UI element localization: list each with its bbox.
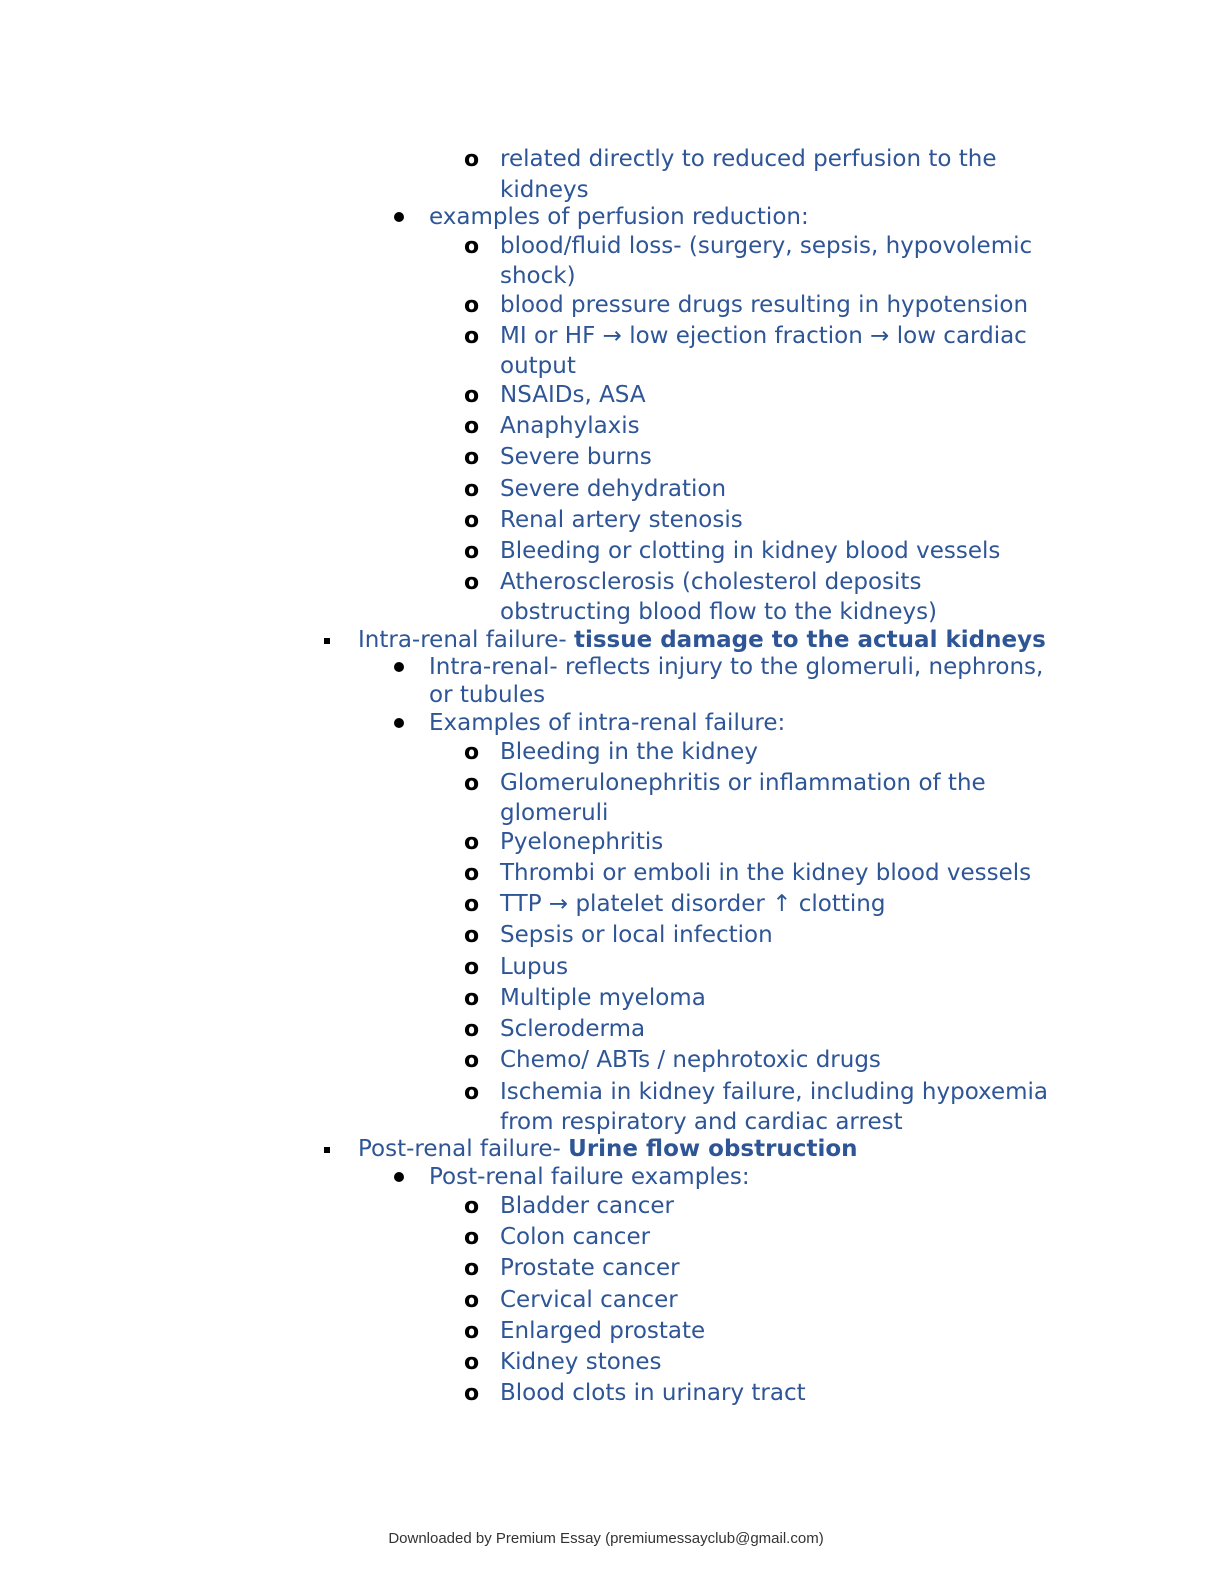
circle-bullet-icon: o [464, 1080, 480, 1105]
list-item [0, 889, 1224, 920]
list-item-text: Chemo/ ABTs / nephrotoxic drugs [500, 1047, 881, 1073]
list-item-continuation: shock) [500, 263, 576, 289]
list-item [0, 1191, 1224, 1222]
list-item-text: Colon cancer [500, 1224, 651, 1250]
circle-bullet-icon: o [464, 147, 480, 172]
list-item-text: Prostate cancer [500, 1255, 680, 1281]
list-item [0, 474, 1224, 505]
list-item [0, 1222, 1224, 1253]
circle-bullet-icon: o [464, 570, 480, 595]
circle-bullet-icon: o [464, 293, 480, 318]
circle-bullet-icon: o [464, 324, 480, 349]
list-item-text: Severe burns [500, 444, 652, 470]
list-item-text: Anaphylaxis [500, 413, 640, 439]
circle-bullet-icon: o [464, 414, 480, 439]
list-item-text: NSAIDs, ASA [500, 382, 646, 408]
circle-bullet-icon: o [464, 740, 480, 765]
list-item-text: Atherosclerosis (cholesterol deposits [500, 569, 922, 595]
list-item [0, 567, 1224, 598]
list-item-text: Bleeding or clotting in kidney blood vessels [500, 538, 1001, 564]
circle-bullet-icon: o [464, 892, 480, 917]
circle-bullet-icon: o [464, 1194, 480, 1219]
square-bullet-icon [324, 1147, 330, 1153]
list-item [0, 827, 1224, 858]
list-item [0, 1014, 1224, 1045]
list-item [0, 1253, 1224, 1284]
list-item [0, 1285, 1224, 1316]
circle-bullet-icon: o [464, 923, 480, 948]
list-item [0, 652, 1224, 683]
circle-bullet-icon: o [464, 986, 480, 1011]
list-item-text: Severe dehydration [500, 476, 727, 502]
list-item [0, 768, 1224, 799]
list-item-text: Thrombi or emboli in the kidney blood vessels [500, 860, 1032, 886]
list-item [0, 858, 1224, 889]
list-item [0, 1316, 1224, 1347]
list-item-continuation: or tubules [429, 682, 546, 708]
circle-bullet-icon: o [464, 1319, 480, 1344]
list-item [0, 290, 1224, 321]
circle-bullet-icon: o [464, 539, 480, 564]
list-item-text: Scleroderma [500, 1016, 646, 1042]
circle-bullet-icon: o [464, 1017, 480, 1042]
list-item [0, 1045, 1224, 1076]
list-item-text: Enlarged prostate [500, 1318, 706, 1344]
section-heading: Post-renal failure- Urine flow obstruction [0, 1134, 1224, 1165]
list-item-text: Lupus [500, 954, 569, 980]
list-item-text: Examples of intra-renal failure: [429, 710, 786, 736]
list-item [0, 380, 1224, 411]
circle-bullet-icon: o [464, 955, 480, 980]
list-item [0, 536, 1224, 567]
list-item-text: Glomerulonephritis or inflammation of the [500, 770, 986, 796]
circle-bullet-icon: o [464, 383, 480, 408]
list-item-text: Pyelonephritis [500, 829, 664, 855]
section-heading: Intra-renal failure- tissue damage to the actual kidneys [0, 625, 1224, 656]
list-item-continuation: from respiratory and cardiac arrest [500, 1109, 903, 1135]
list-item [0, 983, 1224, 1014]
list-item [0, 411, 1224, 442]
download-footer: Downloaded by Premium Essay (premiumessayclub@gmail.com) [388, 1530, 824, 1547]
list-item [0, 1378, 1224, 1409]
circle-bullet-icon: o [464, 1350, 480, 1375]
circle-bullet-icon: o [464, 508, 480, 533]
list-item [0, 202, 1224, 233]
circle-bullet-icon: o [464, 861, 480, 886]
list-item-text: examples of perfusion reduction: [429, 204, 809, 230]
circle-bullet-icon: o [464, 477, 480, 502]
list-item-continuation: obstructing blood flow to the kidneys) [500, 599, 938, 625]
list-item [0, 1077, 1224, 1108]
list-item [0, 1347, 1224, 1378]
list-item [0, 321, 1224, 352]
square-bullet-icon [324, 638, 330, 644]
circle-bullet-icon: o [464, 830, 480, 855]
bullet-dot-icon [394, 662, 404, 672]
circle-bullet-icon: o [464, 1048, 480, 1073]
circle-bullet-icon: o [464, 445, 480, 470]
list-item-text: related directly to reduced perfusion to the [500, 146, 997, 172]
list-item-text: Bleeding in the kidney [500, 739, 758, 765]
list-item-continuation: output [500, 353, 576, 379]
list-item [0, 920, 1224, 951]
circle-bullet-icon: o [464, 234, 480, 259]
list-item-text: Renal artery stenosis [500, 507, 743, 533]
list-item-continuation: glomeruli [500, 800, 609, 826]
list-item-text: TTP → platelet disorder ↑ clotting [500, 891, 886, 917]
list-item-text: Intra-renal- reflects injury to the glomeruli, nephrons, [429, 654, 1044, 680]
circle-bullet-icon: o [464, 771, 480, 796]
list-item-text: Post-renal failure examples: [429, 1164, 750, 1190]
list-item-text: blood pressure drugs resulting in hypotension [500, 292, 1029, 318]
list-item [0, 708, 1224, 739]
bullet-dot-icon [394, 212, 404, 222]
circle-bullet-icon: o [464, 1288, 480, 1313]
list-item-text: Cervical cancer [500, 1287, 678, 1313]
circle-bullet-icon: o [464, 1225, 480, 1250]
list-item [0, 1162, 1224, 1193]
list-item [0, 442, 1224, 473]
list-item-text: Blood clots in urinary tract [500, 1380, 806, 1406]
list-item [0, 231, 1224, 262]
list-item [0, 952, 1224, 983]
circle-bullet-icon: o [464, 1256, 480, 1281]
list-item-text: blood/fluid loss- (surgery, sepsis, hypovolemic [500, 233, 1033, 259]
list-item-text: Sepsis or local infection [500, 922, 773, 948]
list-item-text: Bladder cancer [500, 1193, 674, 1219]
bullet-dot-icon [394, 1172, 404, 1182]
list-item [0, 737, 1224, 768]
bullet-dot-icon [394, 718, 404, 728]
circle-bullet-icon: o [464, 1381, 480, 1406]
list-item-text: Kidney stones [500, 1349, 662, 1375]
list-item [0, 144, 1224, 175]
list-item [0, 505, 1224, 536]
list-item-continuation: kidneys [500, 177, 589, 203]
list-item-text: Multiple myeloma [500, 985, 706, 1011]
list-item-text: Ischemia in kidney failure, including hypoxemia [500, 1079, 1049, 1105]
list-item-text: MI or HF → low ejection fraction → low cardiac [500, 323, 1027, 349]
